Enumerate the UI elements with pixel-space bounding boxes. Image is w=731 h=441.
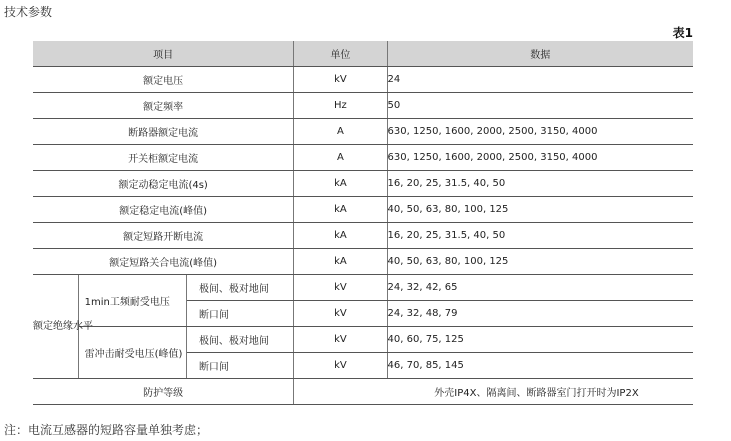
header-item: 项目 (33, 41, 294, 67)
row-data: 46, 70, 85, 145 (387, 353, 693, 379)
table-row (33, 327, 693, 353)
insulation-sub-label: 断口间 (186, 301, 293, 327)
table-row (33, 275, 693, 301)
row-data: 630, 1250, 1600, 2000, 2500, 3150, 4000 (387, 119, 693, 145)
lightning-label: 雷冲击耐受电压(峰值) (78, 327, 186, 379)
insulation-sub-label: 极间、极对地间 (186, 327, 293, 353)
header-unit: 单位 (294, 41, 387, 67)
row-item: 额定电压 (33, 67, 294, 93)
row-unit: kV (294, 327, 387, 353)
table-row (33, 93, 693, 119)
row-item: 断路器额定电流 (33, 119, 294, 145)
row-data: 630, 1250, 1600, 2000, 2500, 3150, 4000 (387, 145, 693, 171)
table-header-row (33, 41, 693, 67)
row-unit: kV (294, 301, 387, 327)
header-data: 数据 (387, 41, 693, 67)
row-data: 50 (387, 93, 693, 119)
row-unit: kV (294, 67, 387, 93)
insulation-sub-label: 断口间 (186, 353, 293, 379)
row-unit: A (294, 119, 387, 145)
row-item: 额定动稳定电流(4s) (33, 171, 294, 197)
row-unit: kA (294, 197, 387, 223)
row-unit: kA (294, 249, 387, 275)
table-row (33, 249, 693, 275)
table-row (33, 379, 693, 405)
page-title: 技术参数 (4, 5, 53, 19)
table-row (33, 145, 693, 171)
row-data: 外壳IP4X、隔离间、断路器室门打开时为IP2X (294, 379, 693, 405)
table-row (33, 119, 693, 145)
footnote: 注：电流互感器的短路容量单独考虑； (4, 423, 209, 437)
row-unit: Hz (294, 93, 387, 119)
row-data: 40, 50, 63, 80, 100, 125 (387, 249, 693, 275)
row-item: 防护等级 (33, 379, 294, 405)
row-data: 24, 32, 42, 65 (387, 275, 693, 301)
table-row (33, 67, 693, 93)
power-freq-label: 1min工频耐受电压 (78, 275, 186, 327)
row-unit: kA (294, 171, 387, 197)
row-item: 额定短路关合电流(峰值) (33, 249, 294, 275)
row-data: 40, 50, 63, 80, 100, 125 (387, 197, 693, 223)
row-data: 40, 60, 75, 125 (387, 327, 693, 353)
insulation-group-label: 额定绝缘水平 (33, 275, 78, 379)
spec-table (33, 41, 693, 405)
row-item: 开关柜额定电流 (33, 145, 294, 171)
table-row (33, 171, 693, 197)
row-unit: kV (294, 353, 387, 379)
row-data: 16, 20, 25, 31.5, 40, 50 (387, 223, 693, 249)
row-unit: kA (294, 223, 387, 249)
table-row (33, 223, 693, 249)
table-row (33, 197, 693, 223)
insulation-sub-label: 极间、极对地间 (186, 275, 293, 301)
row-data: 24, 32, 48, 79 (387, 301, 693, 327)
row-item: 额定稳定电流(峰值) (33, 197, 294, 223)
row-item: 额定短路开断电流 (33, 223, 294, 249)
row-data: 24 (387, 67, 693, 93)
row-unit: kV (294, 275, 387, 301)
row-item: 额定频率 (33, 93, 294, 119)
row-unit: A (294, 145, 387, 171)
row-data: 16, 20, 25, 31.5, 40, 50 (387, 171, 693, 197)
table-number: 表1 (672, 26, 693, 40)
